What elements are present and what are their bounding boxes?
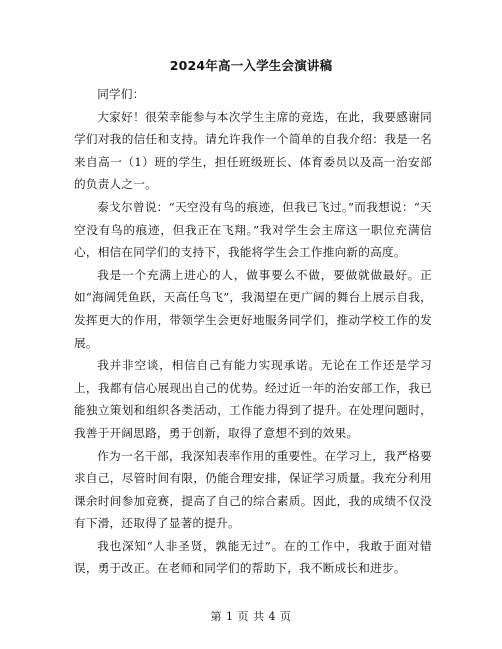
document-title: 2024年高一入学生会演讲稿 [169, 58, 333, 73]
salutation: 同学们： [97, 87, 145, 101]
page-number-footer: 第 1 页 共 4 页 [210, 610, 292, 623]
document-body [74, 83, 432, 580]
paragraph: 我并非空谈，相信自己有能力实现承诺。无论在工作还是学习上，我都有信心展现出自己的优势。经过近一年的治安部工作，我已能独立策划和组织各类活动，工作能力得到了提升。在处理问题时，我善于开阔思路，勇于创新，取得了意想不到的效果。 [74, 358, 432, 440]
paragraph: 我是一个充满上进心的人，做事要么不做，要做就做最好。正如“海阔凭鱼跃，天高任鸟飞”，我渴望在更广阔的舞台上展示自我，发挥更大的作用，带领学生会更好地服务同学们，推动学校工作的发展。 [74, 267, 432, 350]
paragraph: 大家好！很荣幸能参与本次学生主席的竞选，在此，我要感谢同学们对我的信任和支持。请允许我作一个简单的自我介绍：我是一名来自高一（1）班的学生，担任班级班长、体育委员以及高一治安部的负责人之一。 [74, 109, 432, 192]
paragraph: 泰戈尔曾说：“天空没有鸟的痕迹，但我已飞过。”而我想说：“天空没有鸟的痕迹，但我正在飞翔。”我对学生会主席这一职位充满信心，相信在同学们的支持下，我能将学生会工作推向新的高度。 [74, 199, 432, 260]
paragraph: 作为一名干部，我深知表率作用的重要性。在学习上，我严格要求自己，尽管时间有限，仍能合理安排，保证学习质量。我充分利用课余时间参加竞赛，提高了自己的综合素质。因此，我的成绩不仅没有下滑，还取得了显著的提升。 [74, 448, 432, 531]
paragraph: 我也深知“人非圣贤，孰能无过”。在的工作中，我敢于面对错误，勇于改正。在老师和同学们的帮助下，我不断成长和进步。 [74, 538, 432, 576]
